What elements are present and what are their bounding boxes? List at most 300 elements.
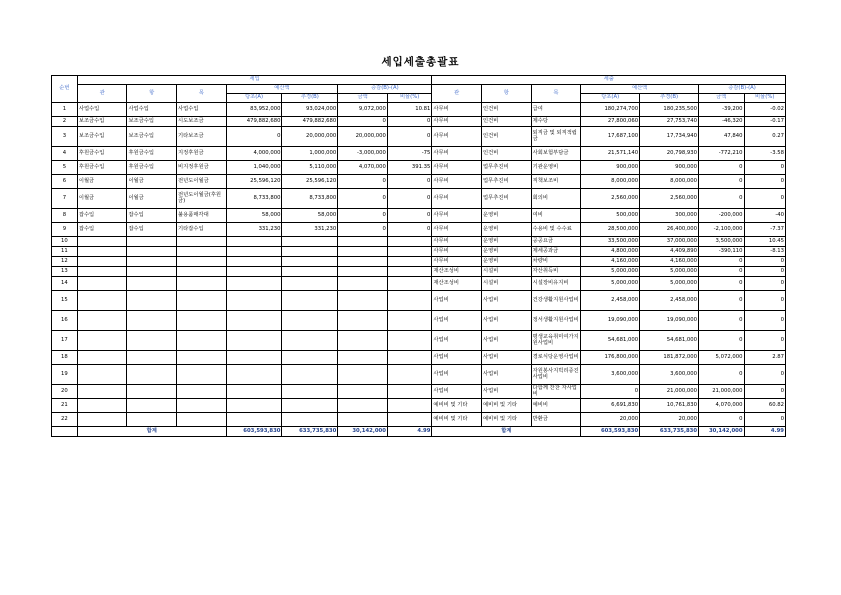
exp-initial: 180,274,700 <box>581 103 640 117</box>
rev-supplementary <box>282 237 338 247</box>
rev-initial: 331,230 <box>226 223 282 237</box>
rev-mok <box>177 399 227 413</box>
exp-hang: 업무추진비 <box>482 175 532 189</box>
rev-initial <box>226 385 282 399</box>
rev-gwan: 후원금수입 <box>77 161 127 175</box>
row-seq: 7 <box>52 189 78 209</box>
rev-hang: 잡수입 <box>127 223 177 237</box>
rev-initial <box>226 267 282 277</box>
rev-gwan <box>77 413 127 427</box>
header-expense: 세출 <box>432 76 786 85</box>
rev-supplementary: 25,596,120 <box>282 175 338 189</box>
header-exp-supplementary: 추경(B) <box>640 94 699 103</box>
rev-amount <box>338 237 388 247</box>
exp-ratio: 0 <box>744 277 785 291</box>
table-row <box>52 189 786 209</box>
exp-ratio: -40 <box>744 209 785 223</box>
rev-mok <box>177 365 227 385</box>
exp-ratio: -0.17 <box>744 117 785 127</box>
rev-initial <box>226 257 282 267</box>
rev-hang <box>127 277 177 291</box>
exp-initial: 4,160,000 <box>581 257 640 267</box>
exp-amount: 0 <box>699 257 744 267</box>
exp-mok: 제수당 <box>531 117 581 127</box>
rev-ratio: 0 <box>387 189 432 209</box>
table-row <box>52 351 786 365</box>
exp-hang: 인건비 <box>482 117 532 127</box>
header-exp-initial: 당초(A) <box>581 94 640 103</box>
rev-amount <box>338 365 388 385</box>
exp-initial: 6,691,830 <box>581 399 640 413</box>
header-rev-hang: 항 <box>127 85 177 103</box>
table-row <box>52 247 786 257</box>
rev-gwan <box>77 237 127 247</box>
rev-ratio: 0 <box>387 209 432 223</box>
total-label-revenue: 합계 <box>77 427 226 437</box>
row-seq: 19 <box>52 365 78 385</box>
exp-supplementary: 54,681,000 <box>640 331 699 351</box>
rev-amount <box>338 385 388 399</box>
exp-ratio: 0 <box>744 257 785 267</box>
exp-ratio: 0 <box>744 267 785 277</box>
header-rev-amount: 금액 <box>338 94 388 103</box>
header-rev-budget: 예산액 <box>226 85 338 94</box>
rev-initial: 83,952,000 <box>226 103 282 117</box>
exp-supplementary: 37,000,000 <box>640 237 699 247</box>
rev-amount <box>338 351 388 365</box>
exp-amount: 4,070,000 <box>699 399 744 413</box>
exp-initial: 0 <box>581 385 640 399</box>
exp-mok: 시설장비유지비 <box>531 277 581 291</box>
exp-gwan: 사무비 <box>432 209 482 223</box>
exp-amount: 0 <box>699 331 744 351</box>
exp-amount: -772,210 <box>699 147 744 161</box>
rev-gwan <box>77 331 127 351</box>
exp-mok: 공공요금 <box>531 237 581 247</box>
header-revenue: 세입 <box>77 76 432 85</box>
rev-amount: 20,000,000 <box>338 127 388 147</box>
rev-amount <box>338 331 388 351</box>
header-exp-hang: 항 <box>482 85 532 103</box>
exp-ratio: 2.87 <box>744 351 785 365</box>
exp-initial: 5,000,000 <box>581 267 640 277</box>
rev-hang <box>127 291 177 311</box>
exp-hang: 운영비 <box>482 237 532 247</box>
total-rev-amount: 30,142,000 <box>338 427 388 437</box>
exp-mok: 제세공과금 <box>531 247 581 257</box>
exp-supplementary: 21,000,000 <box>640 385 699 399</box>
exp-supplementary: 180,235,500 <box>640 103 699 117</box>
exp-gwan: 사무비 <box>432 237 482 247</box>
rev-initial: 58,000 <box>226 209 282 223</box>
exp-hang: 업무추진비 <box>482 189 532 209</box>
rev-initial <box>226 291 282 311</box>
exp-ratio: 0 <box>744 331 785 351</box>
exp-supplementary: 20,000 <box>640 413 699 427</box>
rev-supplementary <box>282 399 338 413</box>
exp-gwan: 사무비 <box>432 117 482 127</box>
exp-amount: 0 <box>699 365 744 385</box>
exp-hang: 운영비 <box>482 223 532 237</box>
table-row <box>52 103 786 117</box>
exp-hang: 인건비 <box>482 103 532 117</box>
exp-mok: 직책보조비 <box>531 175 581 189</box>
table-row <box>52 331 786 351</box>
rev-hang: 후원금수입 <box>127 147 177 161</box>
rev-initial: 0 <box>226 127 282 147</box>
row-seq: 3 <box>52 127 78 147</box>
rev-hang <box>127 311 177 331</box>
rev-ratio: -75 <box>387 147 432 161</box>
rev-amount: 0 <box>338 117 388 127</box>
rev-mok <box>177 291 227 311</box>
exp-gwan: 사무비 <box>432 103 482 117</box>
table-row <box>52 385 786 399</box>
rev-amount <box>338 257 388 267</box>
exp-supplementary: 8,000,000 <box>640 175 699 189</box>
header-rev-mok: 목 <box>177 85 227 103</box>
table-row <box>52 117 786 127</box>
exp-hang: 업무추진비 <box>482 161 532 175</box>
exp-gwan: 사무비 <box>432 223 482 237</box>
row-seq: 22 <box>52 413 78 427</box>
exp-gwan: 사업비 <box>432 291 482 311</box>
exp-ratio: -8.13 <box>744 247 785 257</box>
rev-hang: 잡수입 <box>127 209 177 223</box>
row-seq: 9 <box>52 223 78 237</box>
rev-gwan: 이월금 <box>77 175 127 189</box>
rev-initial <box>226 331 282 351</box>
row-seq: 11 <box>52 247 78 257</box>
rev-supplementary <box>282 365 338 385</box>
exp-gwan: 사업비 <box>432 331 482 351</box>
rev-ratio: 0 <box>387 117 432 127</box>
rev-ratio <box>387 365 432 385</box>
total-exp-ratio: 4.99 <box>744 427 785 437</box>
exp-initial: 20,000 <box>581 413 640 427</box>
rev-gwan: 보조금수입 <box>77 127 127 147</box>
rev-ratio <box>387 385 432 399</box>
rev-mok: 불용품매각대 <box>177 209 227 223</box>
rev-mok <box>177 237 227 247</box>
exp-supplementary: 3,600,000 <box>640 365 699 385</box>
rev-gwan: 사업수입 <box>77 103 127 117</box>
exp-amount: 0 <box>699 277 744 291</box>
exp-supplementary: 20,798,930 <box>640 147 699 161</box>
header-rev-diff: 증감(B)-(A) <box>338 85 432 94</box>
rev-supplementary: 8,733,800 <box>282 189 338 209</box>
exp-ratio: -0.02 <box>744 103 785 117</box>
rev-ratio: 0 <box>387 223 432 237</box>
header-seq: 순번 <box>52 76 78 103</box>
exp-amount: 0 <box>699 267 744 277</box>
rev-initial <box>226 247 282 257</box>
exp-initial: 17,687,100 <box>581 127 640 147</box>
exp-supplementary: 900,000 <box>640 161 699 175</box>
table-row <box>52 399 786 413</box>
table-row <box>52 223 786 237</box>
row-seq: 17 <box>52 331 78 351</box>
rev-ratio <box>387 247 432 257</box>
rev-mok <box>177 413 227 427</box>
exp-hang: 시설비 <box>482 277 532 291</box>
row-seq: 12 <box>52 257 78 267</box>
exp-initial: 5,000,000 <box>581 277 640 291</box>
rev-supplementary <box>282 267 338 277</box>
exp-gwan: 사무비 <box>432 147 482 161</box>
exp-hang: 사업비 <box>482 291 532 311</box>
row-seq: 4 <box>52 147 78 161</box>
exp-mok: 수용비 및 수수료 <box>531 223 581 237</box>
exp-hang: 사업비 <box>482 331 532 351</box>
exp-supplementary: 2,458,000 <box>640 291 699 311</box>
rev-mok: 기타잡수입 <box>177 223 227 237</box>
row-seq: 18 <box>52 351 78 365</box>
table-row <box>52 175 786 189</box>
exp-amount: -390,110 <box>699 247 744 257</box>
rev-ratio <box>387 277 432 291</box>
exp-initial: 19,090,000 <box>581 311 640 331</box>
total-rev-initial: 603,593,830 <box>226 427 282 437</box>
exp-mok: 반환금 <box>531 413 581 427</box>
exp-gwan: 사업비 <box>432 385 482 399</box>
rev-hang: 보조금수입 <box>127 117 177 127</box>
exp-gwan: 예비비 및 기타 <box>432 399 482 413</box>
exp-ratio: 0 <box>744 365 785 385</box>
exp-gwan: 재산조성비 <box>432 277 482 291</box>
exp-mok: 여비 <box>531 209 581 223</box>
row-seq: 6 <box>52 175 78 189</box>
rev-ratio <box>387 291 432 311</box>
exp-mok: 사회보험부담금 <box>531 147 581 161</box>
table-row <box>52 277 786 291</box>
rev-ratio <box>387 351 432 365</box>
rev-mok <box>177 277 227 291</box>
rev-supplementary <box>282 311 338 331</box>
rev-amount: 4,070,000 <box>338 161 388 175</box>
exp-initial: 21,571,140 <box>581 147 640 161</box>
rev-hang <box>127 267 177 277</box>
rev-hang <box>127 351 177 365</box>
exp-amount: -200,000 <box>699 209 744 223</box>
exp-amount: -46,320 <box>699 117 744 127</box>
rev-ratio <box>387 257 432 267</box>
rev-mok <box>177 247 227 257</box>
exp-amount: 5,072,000 <box>699 351 744 365</box>
table-row <box>52 311 786 331</box>
exp-supplementary: 17,734,940 <box>640 127 699 147</box>
rev-ratio: 391.35 <box>387 161 432 175</box>
exp-mok: 정서생활지원사업비 <box>531 311 581 331</box>
table-row <box>52 257 786 267</box>
rev-supplementary <box>282 291 338 311</box>
rev-mok: 비지정후원금 <box>177 161 227 175</box>
exp-amount: 0 <box>699 311 744 331</box>
header-exp-amount: 금액 <box>699 94 744 103</box>
rev-supplementary <box>282 277 338 291</box>
row-seq: 13 <box>52 267 78 277</box>
exp-gwan: 사무비 <box>432 189 482 209</box>
rev-initial: 479,882,680 <box>226 117 282 127</box>
rev-ratio <box>387 413 432 427</box>
exp-initial: 8,000,000 <box>581 175 640 189</box>
rev-mok: 전년도이월금 <box>177 175 227 189</box>
row-seq: 21 <box>52 399 78 413</box>
table-row <box>52 291 786 311</box>
exp-amount: 0 <box>699 413 744 427</box>
exp-initial: 54,681,000 <box>581 331 640 351</box>
rev-gwan <box>77 247 127 257</box>
rev-ratio <box>387 311 432 331</box>
exp-gwan: 사무비 <box>432 257 482 267</box>
exp-mok: 기관운영비 <box>531 161 581 175</box>
rev-hang <box>127 385 177 399</box>
rev-hang: 보조금수입 <box>127 127 177 147</box>
rev-initial: 25,596,120 <box>226 175 282 189</box>
rev-gwan <box>77 277 127 291</box>
exp-mok: 급여 <box>531 103 581 117</box>
rev-gwan <box>77 385 127 399</box>
rev-initial: 8,733,800 <box>226 189 282 209</box>
rev-supplementary <box>282 257 338 267</box>
total-label-expense: 합계 <box>432 427 581 437</box>
header-exp-ratio: 비율(%) <box>744 94 785 103</box>
exp-hang: 예비비 및 기타 <box>482 413 532 427</box>
exp-amount: 0 <box>699 189 744 209</box>
rev-mok <box>177 351 227 365</box>
rev-hang <box>127 247 177 257</box>
exp-gwan: 사업비 <box>432 365 482 385</box>
exp-hang: 예비비 및 기타 <box>482 399 532 413</box>
exp-hang: 시설비 <box>482 267 532 277</box>
exp-supplementary: 27,753,740 <box>640 117 699 127</box>
rev-hang: 후원금수입 <box>127 161 177 175</box>
rev-mok <box>177 331 227 351</box>
exp-amount: 3,500,000 <box>699 237 744 247</box>
rev-supplementary <box>282 331 338 351</box>
total-rev-supplementary: 633,735,830 <box>282 427 338 437</box>
exp-initial: 176,800,000 <box>581 351 640 365</box>
rev-gwan <box>77 351 127 365</box>
row-seq: 15 <box>52 291 78 311</box>
exp-initial: 27,800,060 <box>581 117 640 127</box>
table-row <box>52 209 786 223</box>
exp-initial: 3,600,000 <box>581 365 640 385</box>
header-exp-mok: 목 <box>531 85 581 103</box>
rev-supplementary <box>282 351 338 365</box>
rev-hang <box>127 413 177 427</box>
rev-ratio <box>387 237 432 247</box>
exp-hang: 인건비 <box>482 147 532 161</box>
exp-mok: 자산취득비 <box>531 267 581 277</box>
rev-mok <box>177 311 227 331</box>
rev-ratio: 10.81 <box>387 103 432 117</box>
rev-amount <box>338 311 388 331</box>
exp-initial: 28,500,000 <box>581 223 640 237</box>
table-row <box>52 161 786 175</box>
exp-mok: 경로식당운영사업비 <box>531 351 581 365</box>
rev-mok <box>177 267 227 277</box>
rev-amount: 9,072,000 <box>338 103 388 117</box>
table-row <box>52 365 786 385</box>
header-exp-diff: 증감(B)-(A) <box>699 85 786 94</box>
table-row <box>52 237 786 247</box>
rev-gwan <box>77 291 127 311</box>
exp-gwan: 사업비 <box>432 351 482 365</box>
exp-ratio: 60.82 <box>744 399 785 413</box>
exp-mok: 자원봉사지빅리증진사업비 <box>531 365 581 385</box>
rev-gwan <box>77 257 127 267</box>
rev-amount <box>338 247 388 257</box>
rev-gwan: 보조금수입 <box>77 117 127 127</box>
header-exp-budget: 예산액 <box>581 85 699 94</box>
rev-hang <box>127 399 177 413</box>
header-rev-gwan: 관 <box>77 85 127 103</box>
rev-amount: 0 <box>338 223 388 237</box>
exp-supplementary: 19,090,000 <box>640 311 699 331</box>
rev-amount: 0 <box>338 175 388 189</box>
rev-gwan <box>77 267 127 277</box>
exp-amount: -2,100,000 <box>699 223 744 237</box>
rev-mok <box>177 385 227 399</box>
rev-supplementary <box>282 413 338 427</box>
rev-initial <box>226 365 282 385</box>
row-seq: 5 <box>52 161 78 175</box>
rev-hang <box>127 331 177 351</box>
rev-initial <box>226 277 282 291</box>
exp-mok: 다함께 잔찬 자사업비 <box>531 385 581 399</box>
rev-mok: 기타보조금 <box>177 127 227 147</box>
rev-gwan <box>77 399 127 413</box>
exp-gwan: 사무비 <box>432 127 482 147</box>
rev-gwan: 이월금 <box>77 189 127 209</box>
exp-supplementary: 5,000,000 <box>640 277 699 291</box>
rev-ratio <box>387 331 432 351</box>
exp-ratio: 0 <box>744 413 785 427</box>
rev-mok: 지정후원금 <box>177 147 227 161</box>
exp-ratio: 0 <box>744 291 785 311</box>
rev-supplementary: 331,230 <box>282 223 338 237</box>
header-rev-initial: 당초(A) <box>226 94 282 103</box>
exp-supplementary: 10,761,830 <box>640 399 699 413</box>
exp-amount: -39,200 <box>699 103 744 117</box>
exp-hang: 사업비 <box>482 351 532 365</box>
header-rev-supplementary: 추경(B) <box>282 94 338 103</box>
exp-supplementary: 26,400,000 <box>640 223 699 237</box>
total-exp-amount: 30,142,000 <box>699 427 744 437</box>
table-row <box>52 127 786 147</box>
exp-ratio: 0 <box>744 189 785 209</box>
rev-initial <box>226 351 282 365</box>
rev-supplementary: 479,882,680 <box>282 117 338 127</box>
rev-mok: 사업수입 <box>177 103 227 117</box>
exp-amount: 0 <box>699 161 744 175</box>
rev-hang <box>127 257 177 267</box>
exp-gwan: 사무비 <box>432 175 482 189</box>
exp-hang: 사업비 <box>482 385 532 399</box>
exp-gwan: 재산조성비 <box>432 267 482 277</box>
exp-gwan: 사업비 <box>432 311 482 331</box>
exp-ratio: 0 <box>744 385 785 399</box>
rev-initial <box>226 399 282 413</box>
table-body <box>52 103 786 427</box>
exp-hang: 인건비 <box>482 127 532 147</box>
rev-gwan <box>77 311 127 331</box>
rev-initial: 4,000,000 <box>226 147 282 161</box>
rev-gwan: 잡수입 <box>77 223 127 237</box>
rev-amount <box>338 277 388 291</box>
exp-supplementary: 4,409,890 <box>640 247 699 257</box>
